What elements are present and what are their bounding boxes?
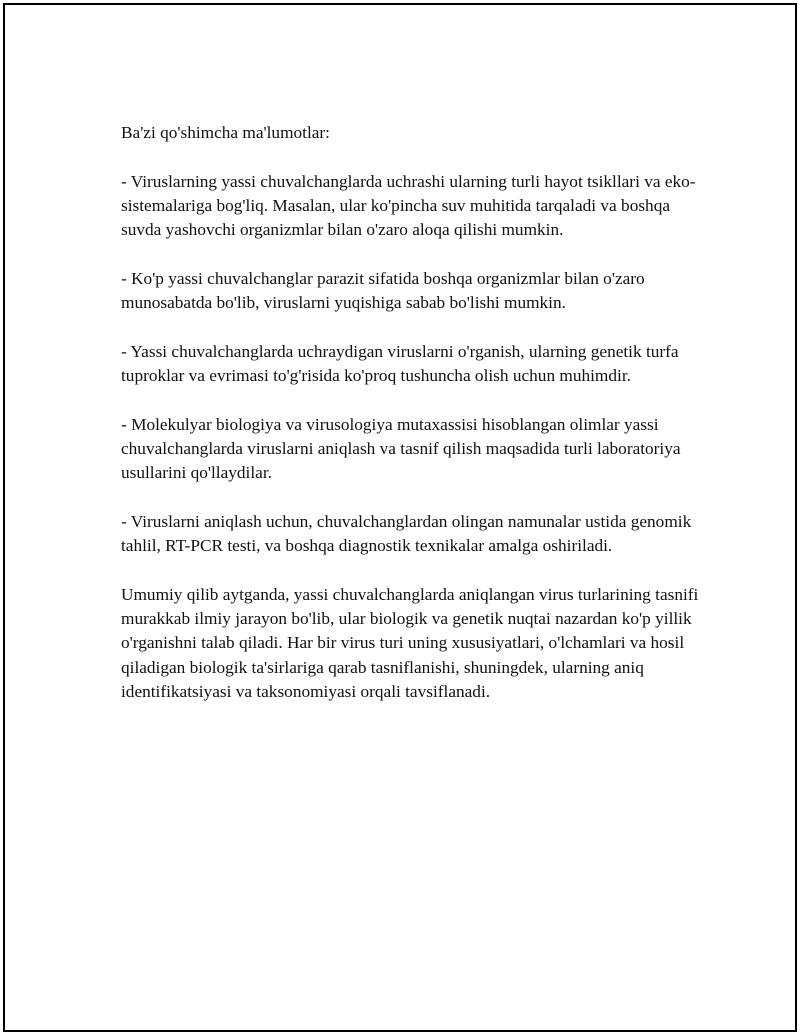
paragraph-conclusion: Umumiy qilib aytganda, yassi chuvalchanglarda aniqlangan virus turlarining tasnifi murakkab ilmiy jarayon bo'lib, ular biologik va genetik nuqtai nazardan ko'p yillik o'rganishni talab qiladi. Har bir virus turi uning xususiyatlari, o'lchamlari va hosil qiladigan biologik ta'sirlariga qarab tasniflanishi, shuningdek, ularning aniq identifikatsiyasi va taksonomiyasi orqali tavsiflanadi. bbox=[121, 584, 699, 701]
paragraph-research-importance: - Yassi chuvalchanglarda uchraydigan viruslarni o'rganish, ularning genetik turfa tuproklar va evrimasi to'g'risida ko'proq tushuncha olish uchun muhimdir. bbox=[121, 341, 679, 385]
paragraph-lab-methods: - Molekulyar biologiya va virusologiya mutaxassisi hisoblangan olimlar yassi chuvalchanglarda viruslarni aniqlash va tasnif qilish maqsadida turli laboratoriya usullarini qo'llaydilar. bbox=[121, 414, 681, 483]
paragraph-diagnostics: - Viruslarni aniqlash uchun, chuvalchanglardan olingan namunalar ustida genomik tahlil, RT-PCR testi, va boshqa diagnostik texnikalar amalga oshiriladi. bbox=[121, 511, 692, 556]
page-frame bbox=[3, 3, 797, 1032]
paragraph-virus-occurrence: - Viruslarning yassi chuvalchanglarda uchrashi ularning turli hayot tsikllari va eko-sistemalariga bog'liq. Masalan, ular ko'pincha suv muhitida tarqaladi va boshqa suvda yashovchi organizmlar bilan o'zaro aloqa qilishi mumkin. bbox=[121, 171, 696, 240]
document-heading: Ba'zi qo'shimcha ma'lumotlar: bbox=[121, 123, 330, 142]
paragraph-parasites: - Ko'p yassi chuvalchanglar parazit sifatida boshqa organizmlar bilan o'zaro munosabatda bo'lib, viruslarni yuqishiga sabab bo'lishi mumkin. bbox=[121, 268, 645, 313]
document-body bbox=[121, 121, 711, 704]
